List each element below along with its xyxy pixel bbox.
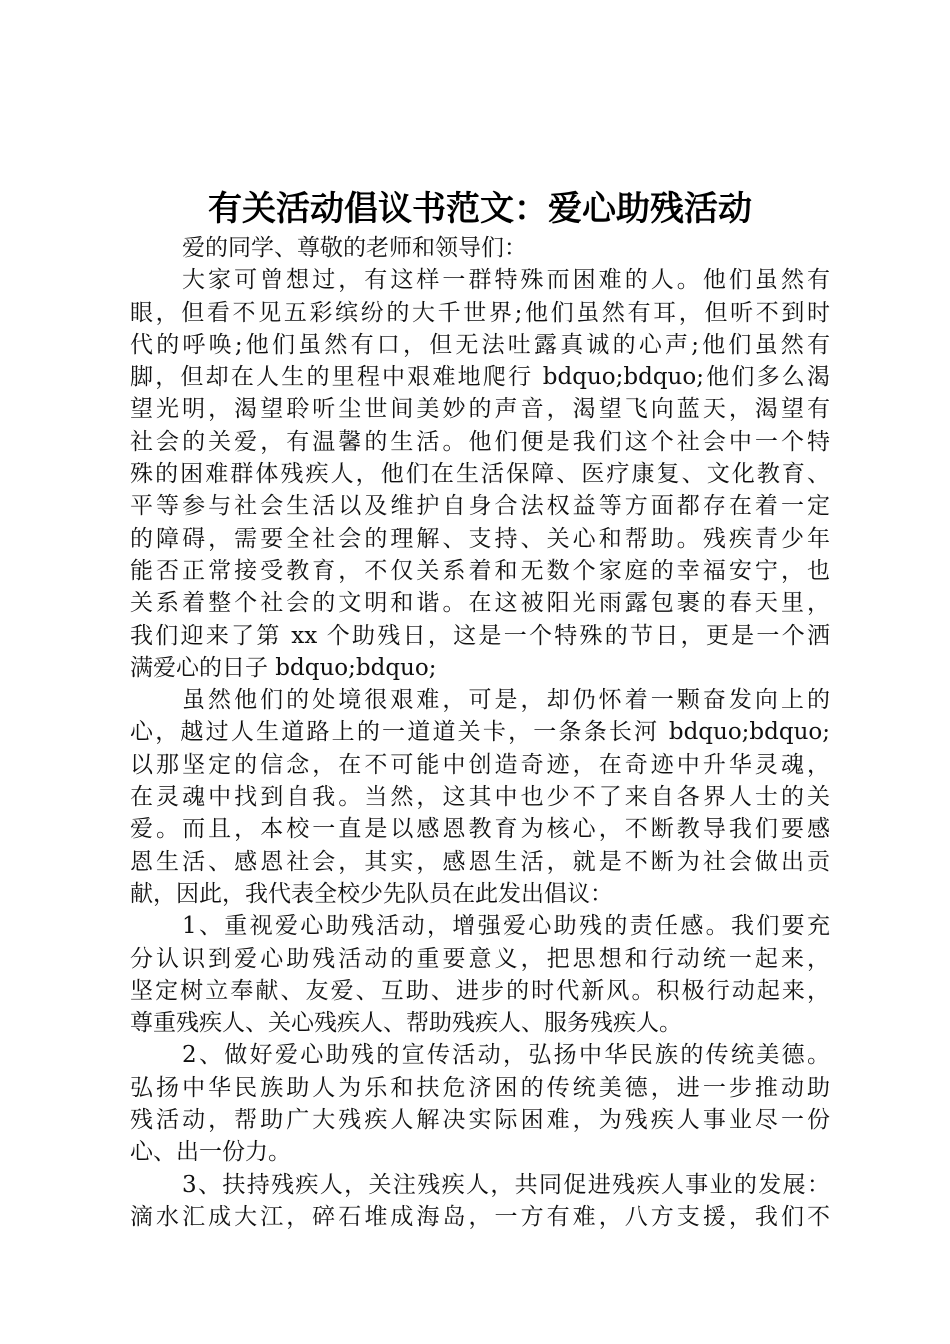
body-line: 弘扬中华民族助人为乐和扶危济困的传统美德，进一步推动助	[130, 1074, 830, 1101]
body-line: 滴水汇成大江，碎石堆成海岛，一方有难，八方支援，我们不	[130, 1203, 830, 1230]
body-line: 能否正常接受教育，不仅关系着和无数个家庭的幸福安宁，也	[130, 557, 830, 584]
body-line: 的障碍，需要全社会的理解、支持、关心和帮助。残疾青少年	[130, 525, 830, 552]
body-line: 恩生活、感恩社会，其实，感恩生活，就是不断为社会做出贡	[130, 848, 830, 875]
body-line: 坚定树立奉献、友爱、互助、进步的时代新风。积极行动起来，	[130, 977, 830, 1004]
body-line: 心，越过人生道路上的一道道关卡，一条条长河 bdquo;bdquo;	[130, 719, 830, 746]
body-line: 虽然他们的处境很艰难，可是，却仍怀着一颗奋发向上的	[182, 687, 830, 714]
body-line: 我们迎来了第 xx 个助残日，这是一个特殊的节日，更是一个洒	[130, 622, 830, 649]
body-line: 望光明，渴望聆听尘世间美妙的声音，渴望飞向蓝天，渴望有	[130, 396, 830, 423]
body-line: 眼，但看不见五彩缤纷的大千世界;他们虽然有耳，但听不到时	[130, 299, 830, 326]
body-line: 平等参与社会生活以及维护自身合法权益等方面都存在着一定	[130, 493, 830, 520]
document-body	[130, 232, 830, 1233]
body-line: 残活动，帮助广大残疾人解决实际困难，为残疾人事业尽一份	[130, 1107, 830, 1134]
body-line: 1、重视爱心助残活动，增强爱心助残的责任感。我们要充	[182, 913, 830, 940]
body-line: 心、出一份力。	[130, 1139, 291, 1166]
body-line: 献，因此，我代表全校少先队员在此发出倡议：	[130, 880, 613, 907]
body-line: 尊重残疾人、关心残疾人、帮助残疾人、服务残疾人。	[130, 1010, 682, 1037]
body-line: 在灵魂中找到自我。当然，这其中也少不了来自各界人士的关	[130, 784, 830, 811]
body-line: 社会的关爱，有温馨的生活。他们便是我们这个社会中一个特	[130, 428, 830, 455]
body-line: 脚，但却在人生的里程中艰难地爬行 bdquo;bdquo;他们多么渴	[130, 364, 830, 391]
document-title: 有关活动倡议书范文：爱心助残活动	[208, 189, 752, 229]
body-line: 殊的困难群体残疾人，他们在生活保障、医疗康复、文化教育、	[130, 461, 830, 488]
body-line: 大家可曾想过，有这样一群特殊而困难的人。他们虽然有	[182, 267, 830, 294]
body-line: 关系着整个社会的文明和谐。在这被阳光雨露包裹的春天里，	[130, 590, 830, 617]
body-line: 满爱心的日子 bdquo;bdquo;	[130, 654, 437, 681]
body-line: 2、做好爱心助残的宣传活动，弘扬中华民族的传统美德。	[182, 1042, 830, 1069]
body-line: 代的呼唤;他们虽然有口，但无法吐露真诚的心声;他们虽然有	[130, 331, 830, 358]
body-line: 3、扶持残疾人，关注残疾人，共同促进残疾人事业的发展：	[182, 1171, 830, 1198]
body-line: 以那坚定的信念，在不可能中创造奇迹，在奇迹中升华灵魂，	[130, 751, 830, 778]
body-line: 分认识到爱心助残活动的重要意义，把思想和行动统一起来，	[130, 945, 830, 972]
body-line: 爱的同学、尊敬的老师和领导们：	[182, 235, 527, 261]
body-line: 爱。而且，本校一直是以感恩教育为核心，不断教导我们要感	[130, 816, 830, 843]
